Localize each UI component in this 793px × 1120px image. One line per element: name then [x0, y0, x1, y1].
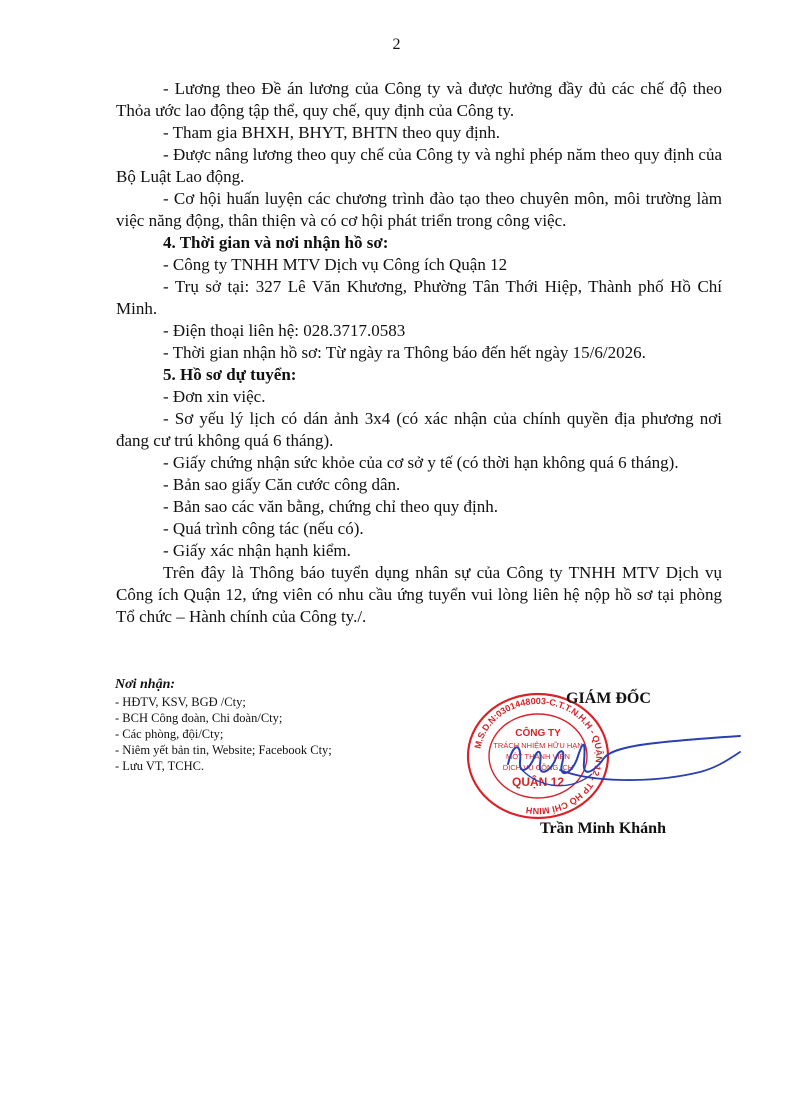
body-paragraph: - Cơ hội huấn luyện các chương trình đào tạo theo chuyên môn, môi trường làm việc năng động, thân thiện và có cơ hội phát triển trong công việc.: [116, 189, 722, 230]
recipient-item: - Các phòng, đội/Cty;: [115, 727, 224, 741]
body-paragraph: - Bản sao giấy Căn cước công dân.: [163, 475, 401, 494]
body-paragraph: - Đơn xin việc.: [163, 387, 266, 406]
seal-text-line: TRÁCH NHIỆM HỮU HẠN: [493, 741, 583, 750]
seal-text-line: QUẬN 12: [511, 775, 565, 789]
signature-title: GIÁM ĐỐC: [566, 690, 651, 707]
body-paragraph: - Bản sao các văn bằng, chứng chỉ theo quy định.: [163, 497, 498, 516]
body-paragraph: Trên đây là Thông báo tuyển dụng nhân sự của Công ty TNHH MTV Dịch vụ Công ích Quận 12, ứng viên có nhu cầu ứng tuyển vui lòng liên hệ nộp hồ sơ tại phòng Tổ chức – Hành chính của Công ty./.: [116, 563, 722, 626]
body-paragraph: - Giấy chứng nhận sức khỏe của cơ sở y tế (có thời hạn không quá 6 tháng).: [163, 453, 679, 472]
signature-graphic: [500, 722, 745, 802]
page-number: 2: [392, 36, 401, 53]
document-body: [116, 78, 722, 628]
recipient-item: - BCH Công đoàn, Chi đoàn/Cty;: [115, 711, 283, 725]
body-paragraph: - Sơ yếu lý lịch có dán ảnh 3x4 (có xác nhận của chính quyền địa phương nơi đang cư trú không quá 6 tháng).: [116, 409, 722, 450]
body-paragraph: - Thời gian nhận hồ sơ: Từ ngày ra Thông báo đến hết ngày 15/6/2026.: [163, 343, 646, 362]
signer-name: Trần Minh Khánh: [540, 820, 666, 837]
body-paragraph: - Trụ sở tại: 327 Lê Văn Khương, Phường Tân Thới Hiệp, Thành phố Hồ Chí Minh.: [116, 277, 722, 318]
recipients-heading: Nơi nhận:: [115, 677, 176, 692]
section-heading: 5. Hồ sơ dự tuyển:: [163, 365, 297, 384]
body-paragraph: - Điện thoại liên hệ: 028.3717.0583: [163, 321, 406, 340]
body-paragraph: - Quá trình công tác (nếu có).: [163, 519, 364, 538]
recipient-item: - HĐTV, KSV, BGĐ /Cty;: [115, 695, 246, 709]
seal-text-line: DỊCH VỤ CÔNG ÍCH: [502, 763, 574, 772]
body-paragraph: - Lương theo Đề án lương của Công ty và được hưởng đầy đủ các chế độ theo Thỏa ước lao động tập thể, quy chế, quy định của Công ty.: [116, 79, 722, 120]
body-paragraph: - Giấy xác nhận hạnh kiểm.: [163, 541, 351, 560]
seal-text-line: MỘT THÀNH VIÊN: [506, 752, 570, 761]
body-paragraph: - Tham gia BHXH, BHYT, BHTN theo quy định.: [163, 123, 500, 142]
seal-text-line: CÔNG TY: [515, 728, 561, 739]
recipients-block: [115, 676, 415, 774]
recipient-item: - Lưu VT, TCHC.: [115, 759, 205, 773]
body-paragraph: - Được nâng lương theo quy chế của Công ty và nghỉ phép năm theo quy định của Bộ Luật Lao động.: [116, 145, 722, 186]
recipients-list: [115, 694, 415, 774]
section-heading: 4. Thời gian và nơi nhận hồ sơ:: [163, 233, 389, 252]
body-paragraph: - Công ty TNHH MTV Dịch vụ Công ích Quận 12: [163, 255, 508, 274]
svg-text:M.S.D.N:0301448003-C.T.T.N.H.H: M.S.D.N:0301448003-C.T.T.N.H.H - QUẬN 12 - TP HỒ CHÍ MINH: [472, 695, 605, 817]
recipient-item: - Niêm yết bản tin, Website; Facebook Cty;: [115, 743, 332, 757]
